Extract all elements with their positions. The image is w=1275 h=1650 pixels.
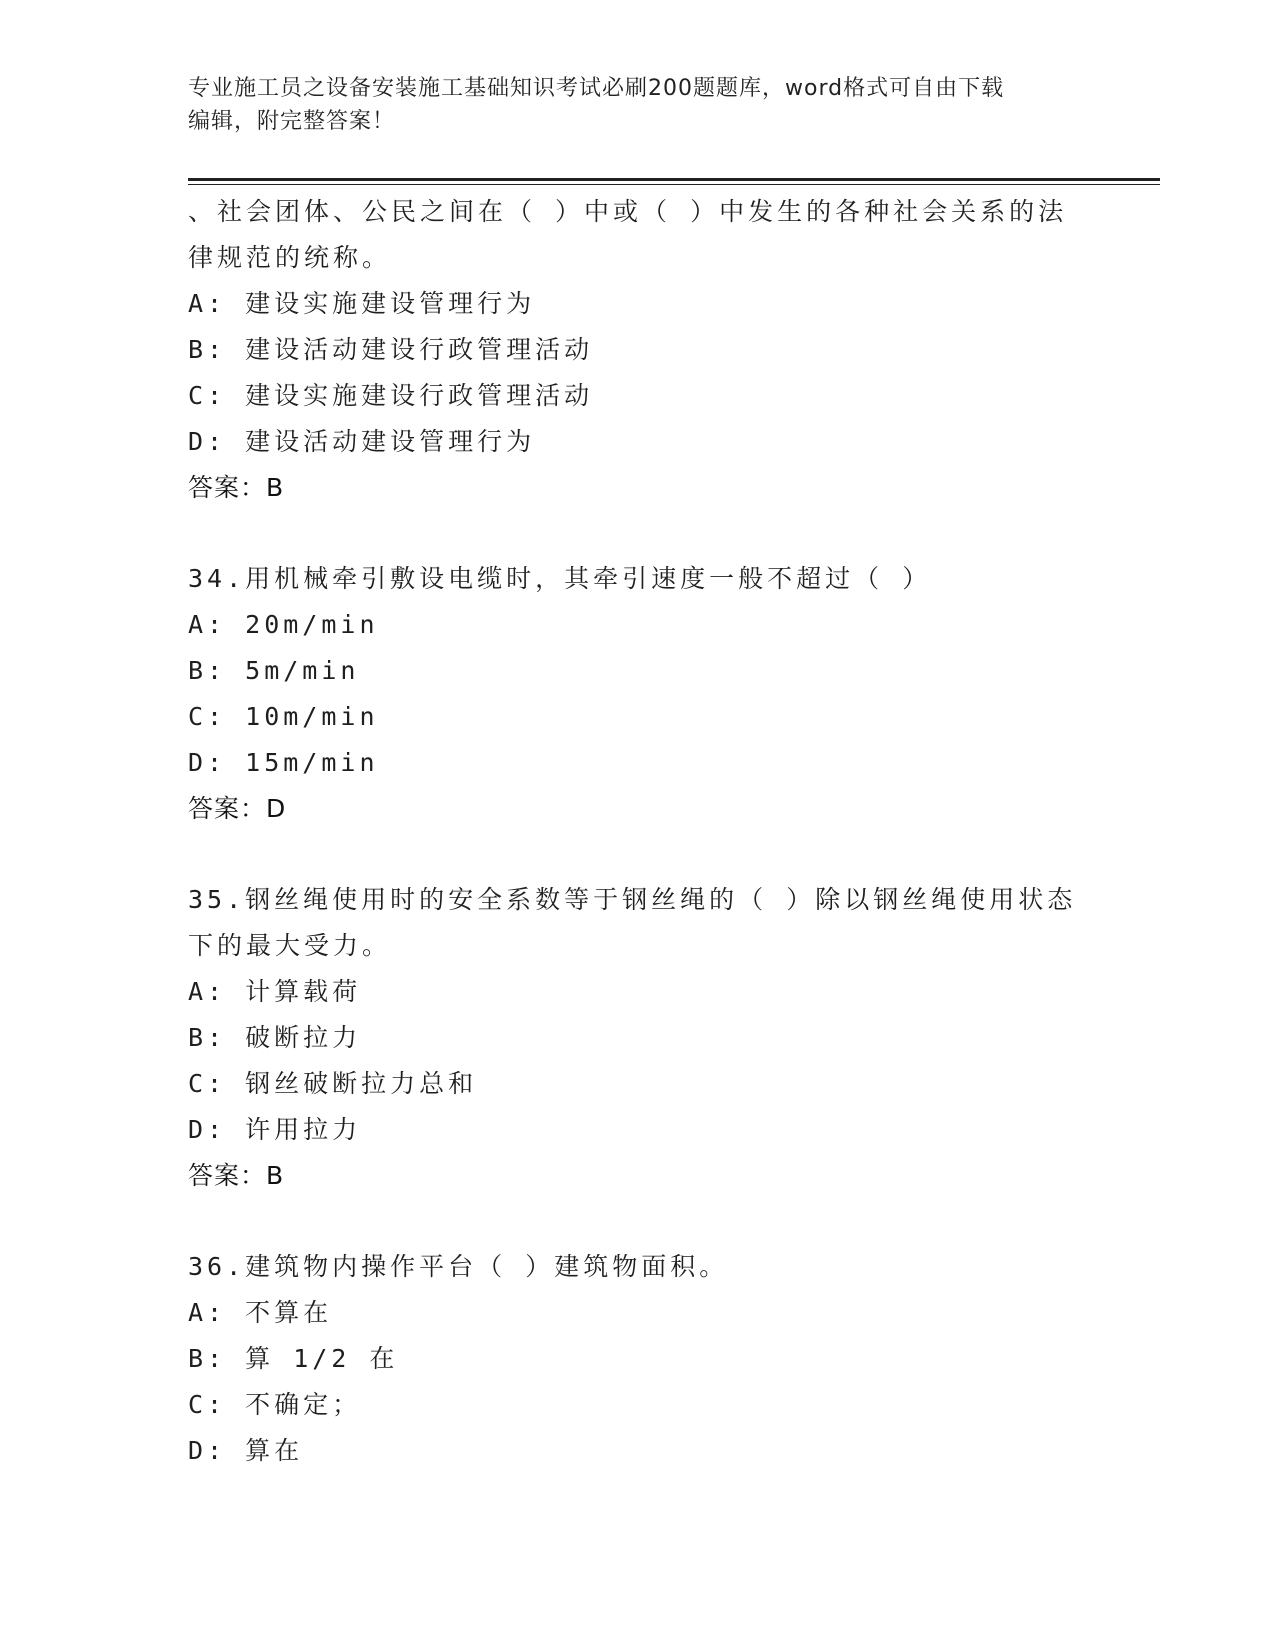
header-rule-thick <box>188 178 1160 181</box>
option-b: B: 破断拉力 <box>188 1023 362 1052</box>
option-a: A: 20m/min <box>188 610 379 639</box>
answer: 答案：B <box>188 473 285 502</box>
spacer <box>188 511 1088 556</box>
question-stem: 、社会团体、公民之间在（ ）中或（ ）中发生的各种社会关系的法 <box>188 197 1068 226</box>
option-a: A: 建设实施建设管理行为 <box>188 289 536 318</box>
answer: 答案：D <box>188 794 287 823</box>
question-36 <box>188 1244 1088 1474</box>
option-d: D: 15m/min <box>188 748 379 777</box>
spacer <box>188 832 1088 877</box>
header-line-2: 编辑，附完整答案！ <box>188 109 396 134</box>
answer: 答案：B <box>188 1161 285 1190</box>
question-stem: 35.钢丝绳使用时的安全系数等于钢丝绳的（ ）除以钢丝绳使用状态 <box>188 885 1077 914</box>
option-d: D: 许用拉力 <box>188 1115 362 1144</box>
option-d: D: 算在 <box>188 1436 304 1465</box>
option-d: D: 建设活动建设管理行为 <box>188 427 536 456</box>
option-c: C: 10m/min <box>188 702 379 731</box>
question-33 <box>188 189 1088 511</box>
question-stem: 34.用机械牵引敷设电缆时，其牵引速度一般不超过（ ） <box>188 564 932 593</box>
header-line-1: 专业施工员之设备安装施工基础知识考试必刷200题题库，word格式可自由下载 <box>188 76 1005 101</box>
option-a: A: 计算载荷 <box>188 977 362 1006</box>
document-header <box>188 72 1088 138</box>
question-list <box>188 189 1088 1474</box>
option-c: C: 钢丝破断拉力总和 <box>188 1069 478 1098</box>
option-b: B: 算 1/2 在 <box>188 1344 399 1373</box>
option-c: C: 不确定； <box>188 1390 362 1419</box>
option-a: A: 不算在 <box>188 1298 333 1327</box>
option-c: C: 建设实施建设行政管理活动 <box>188 381 594 410</box>
option-b: B: 建设活动建设行政管理活动 <box>188 335 594 364</box>
question-stem: 36.建筑物内操作平台（ ）建筑物面积。 <box>188 1252 729 1281</box>
question-34 <box>188 556 1088 832</box>
question-stem: 下的最大受力。 <box>188 931 392 960</box>
header-rule-thin <box>188 184 1160 185</box>
spacer <box>188 1199 1088 1244</box>
question-35 <box>188 877 1088 1199</box>
option-b: B: 5m/min <box>188 656 360 685</box>
question-stem: 律规范的统称。 <box>188 243 392 272</box>
